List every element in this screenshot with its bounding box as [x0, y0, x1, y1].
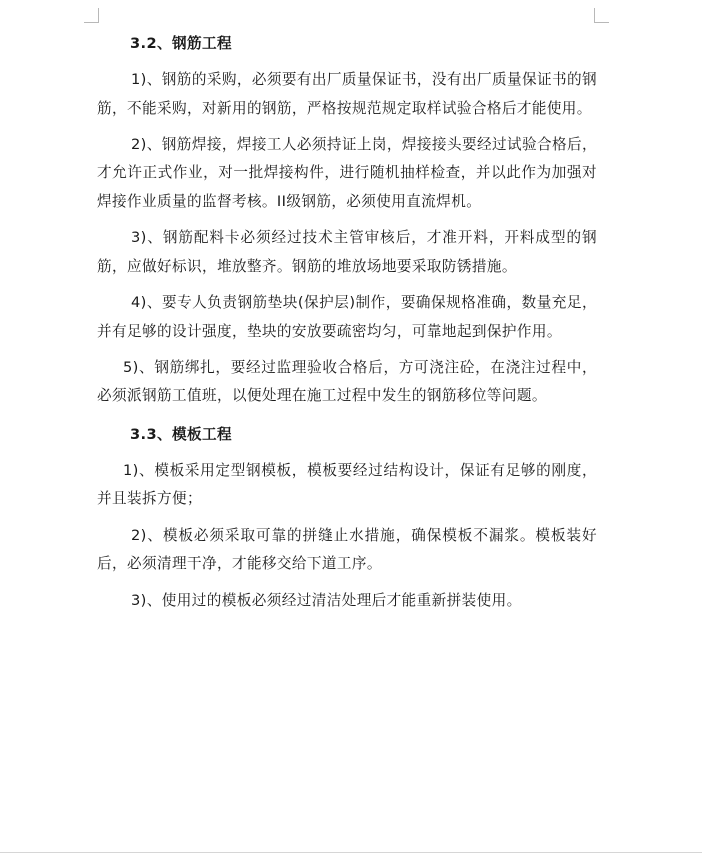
margin-corner-top-left	[84, 8, 99, 23]
section-heading-rebar: 3.2、钢筋工程	[130, 35, 233, 52]
paragraph: 3)、钢筋配料卡必须经过技术主管审核后，才准开料，开料成型的钢筋，应做好标识，堆放整齐。钢筋的堆放场地要采取防锈措施。	[97, 229, 597, 275]
margin-corner-top-right	[594, 8, 609, 23]
paragraph: 3)、使用过的模板必须经过清洁处理后才能重新拼装使用。	[131, 591, 522, 609]
page-bottom-edge	[0, 852, 702, 853]
paragraph: 1)、模板采用定型钢模板，模板要经过结构设计，保证有足够的刚度，并且装拆方便；	[97, 462, 597, 508]
paragraph: 4)、要专人负责钢筋垫块(保护层)制作，要确保规格准确，数量充足，并有足够的设计强度，垫块的安放要疏密均匀，可靠地起到保护作用。	[97, 294, 597, 340]
document-body	[97, 30, 597, 623]
paragraph: 2)、钢筋焊接，焊接工人必须持证上岗，焊接接头要经过试验合格后，才允许正式作业，对一批焊接构件，进行随机抽样检查，并以此作为加强对焊接作业质量的监督考核。II级钢筋，必须使用直流焊机。	[97, 136, 597, 210]
paragraph: 5)、钢筋绑扎，要经过监理验收合格后，方可浇注砼，在浇注过程中，必须派钢筋工值班，以便处理在施工过程中发生的钢筋移位等问题。	[97, 359, 597, 405]
paragraph: 2)、模板必须采取可靠的拼缝止水措施，确保模板不漏浆。模板装好后，必须清理干净，才能移交给下道工序。	[97, 526, 597, 573]
section-heading-formwork: 3.3、模板工程	[130, 425, 233, 443]
paragraph: 1)、钢筋的采购，必须要有出厂质量保证书，没有出厂质量保证书的钢筋，不能采购，对新用的钢筋，严格按规范规定取样试验合格后才能使用。	[97, 71, 597, 117]
